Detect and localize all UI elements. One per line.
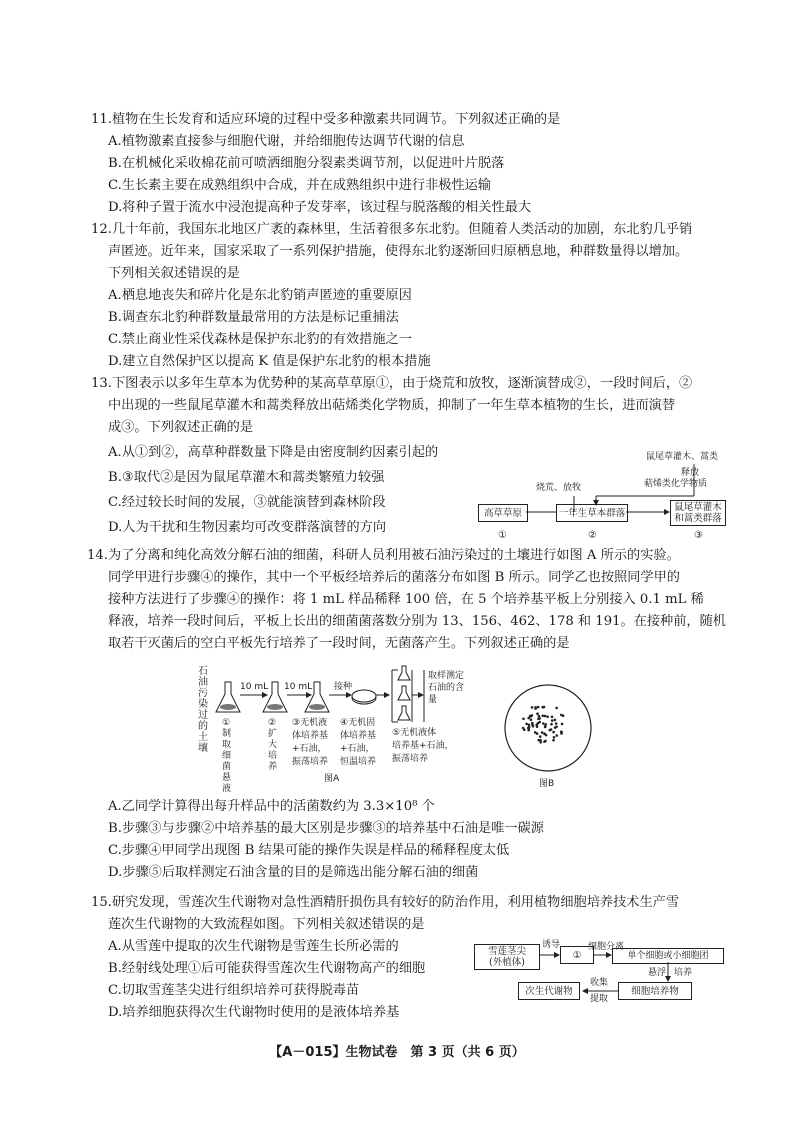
question-14-options [91,796,731,884]
q13-option-d[interactable]: D.人为干扰和生物因素均可改变群落演替的方向 [108,520,387,535]
q12-option-c[interactable]: C.禁止商业性采伐森林是保护东北豹的有效措施之一 [108,332,412,347]
colony-dot [528,724,531,727]
q15-option-a[interactable]: A.从雪莲中提取的次生代谢物是雪莲生长所必需的 [108,939,399,954]
q13-box-shrub-line1: 鼠尾草灌木 [674,502,722,513]
colony-dot [537,722,540,725]
q14-step3-line4: 振荡培养 [292,757,329,767]
q15-option-b[interactable]: B.经射线处理①后可能获得雪莲次生代谢物高产的细胞 [108,961,426,976]
colony-dot [552,731,555,734]
q13-top-label: 鼠尾草灌木、蒿类 [646,452,719,462]
colony-dot [542,722,545,725]
colony-dot [555,707,558,710]
q14-option-c[interactable]: C.步骤④甲同学出现图 B 结果可能的操作失误是样品的稀释程度太低 [108,843,510,858]
colony-dot [537,706,540,709]
q13-option-b[interactable]: B.③取代②是因为鼠尾草灌木和蒿类繁殖力较强 [108,470,385,485]
colony-dot [536,712,539,715]
q13-stem-line1: 13.下图表示以多年生草本为优势种的某高草草原①，由于烧荒和放牧，逐渐演替成②，一段时间后，② [91,376,693,391]
colony-dot [522,727,525,730]
q12-stem-line1: 12.几十年前，我国东北地区广袤的森林里，生活着很多东北豹。但随着人类活动的加剧，东北豹几乎销 [91,222,693,237]
q14-figure-b-plate [503,683,593,775]
q14-step5-line3: 振荡培养 [392,754,429,764]
q13-diagram-lines [476,452,726,544]
colony-dot [544,740,547,743]
q15-option-d[interactable]: D.培养细胞获得次生代谢物时使用的是液体培养基 [108,1005,400,1020]
q12-option-d[interactable]: D.建立自然保护区以提高 K 值是保护东北豹的根本措施 [108,354,431,369]
colony-dot [541,715,544,718]
q13-release-label: 释放 [681,468,700,478]
colony-dot [545,723,548,726]
q14-stem-line4: 释液，培养一段时间后，平板上长出的细菌菌落数分别为 13、156、462、178 和 191。在接种前，随机 [108,614,726,629]
q15-collect-label: 收集 [590,978,609,988]
q13-option-a[interactable]: A.从①到②，高草种群数量下降是由密度制约因素引起的 [108,445,439,460]
q14-ml-label-2: 10 mL [284,682,313,692]
q14-measure-label: 取样测定石油的含量 [428,671,465,705]
q15-option-c[interactable]: C.切取雪莲茎尖进行组织培养可获得脱毒苗 [108,983,360,998]
q14-stem-line1: 14.为了分离和纯化高效分解石油的细菌，科研人员利用被石油污染过的土壤进行如图 A 所示的实验。 [87,548,680,563]
q15-induce-label: 诱导 [542,940,561,950]
colony-dot [525,723,528,726]
q14-step1-label: ①制取细菌悬液 [222,718,232,794]
q15-box-callus: ① [560,946,594,964]
q13-chem-label: 萜烯类化学物质 [644,479,708,489]
q13-box-annual: 一年生草本群落 [556,504,628,522]
page-footer: 【A－015】生物试卷 第 3 页（共 6 页） [269,1045,525,1060]
colony-dot [541,731,544,734]
colony-dot [534,706,537,709]
q14-figure-a [196,662,476,794]
colony-dot [554,726,557,729]
q14-step5-line2: 培养基+石油， [392,741,454,751]
q11-option-b[interactable]: B.在机械化采收棉花前可喷洒细胞分裂素类调节剂，以促进叶片脱落 [108,156,505,171]
q14-stem-line5: 取若干灭菌后的空白平板先行培养了一段时间，无菌落产生。下列叙述正确的是 [108,636,570,651]
colony-dot [560,714,563,717]
colony-dot [560,732,563,735]
colony-dot [551,716,554,719]
colony-dot [544,715,547,718]
q14-step2-label: ②扩大培养 [268,718,278,772]
colony-dot [554,719,557,722]
colony-dot [541,706,544,709]
colony-dot [546,715,549,718]
q14-figure-b [503,683,593,793]
q14-option-a[interactable]: A.乙同学计算得出每升样品中的活菌数约为 3.3×10⁸ 个 [108,799,435,814]
q14-stem-line3: 接种方法进行了步骤④的操作：将 1 mL 样品稀释 100 倍，在 5 个培养基平板上分别接入 0.1 mL 稀 [108,592,704,607]
question-12 [91,219,731,373]
question-14 [87,545,731,655]
q11-option-c[interactable]: C.生长素主要在成熟组织中合成，并在成熟组织中进行非极性运输 [108,178,492,193]
q14-step3-line2: 体培养基 [292,731,329,741]
q14-step4-line1: ④无机固 [340,718,376,728]
q11-option-a[interactable]: A.植物激素直接参与细胞代谢，并给细胞传达调节代谢的信息 [108,134,465,149]
q13-stem-line2: 中出现的一些鼠尾草灌木和蒿类释放出萜烯类化学物质，抑制了一年生草本植物的生长，进而演替 [108,398,676,413]
colony-dot [551,719,554,722]
colony-dot [536,732,539,735]
q13-option-c[interactable]: C.经过较长时间的发展，③就能演替到森林阶段 [108,495,386,510]
q13-box-shrub [670,500,726,526]
colony-dot [531,724,534,727]
colony-dot [552,739,555,742]
q13-cause-label: 烧荒、放牧 [536,483,582,493]
q14-option-d[interactable]: D.步骤⑤后取样测定石油含量的目的是筛选出能分解石油的细菌 [108,865,479,880]
q14-step5-line1: ⑤无机液体 [392,728,437,738]
q11-stem: 11.植物在生长发育和适应环境的过程中受多种激素共同调节。下列叙述正确的是 [91,112,561,127]
q14-step3-line3: +石油， [292,744,327,754]
q12-stem-line3: 下列相关叙述错误的是 [108,266,240,281]
colony-dot [531,706,534,709]
colony-dot [553,736,556,739]
colony-dot [543,732,546,735]
colony-dot [537,718,540,721]
q13-succession-diagram [476,452,726,544]
q14-inoculate-label: 接种 [334,682,353,692]
colony-dot [556,734,559,737]
colony-dot [539,735,542,738]
q13-box-tall-grass: 高草草原 [478,504,528,522]
q13-box-shrub-line2: 和蒿类群落 [674,513,722,524]
q15-stem-line1: 15.研究发现，雪莲次生代谢物对急性酒精肝损伤具有较好的防治作用，利用植物细胞培养技术生产雪 [91,895,680,910]
colony-dot [529,715,532,718]
q14-ml-label-1: 10 mL [240,682,269,692]
q15-suspend-label: 悬浮 [648,968,667,978]
q15-box-single-cells: 单个细胞或小细胞团 [612,948,724,964]
q13-num-3: ③ [694,530,703,541]
colony-dot [561,723,564,726]
q15-flow-diagram [472,940,728,1020]
colony-dot [530,718,533,721]
colony-dot [550,723,553,726]
q12-stem-line2: 声匿迹。近年来，国家采取了一系列保护措施，使得东北豹逐渐回归原栖息地，种群数量得以增加。 [108,244,689,259]
q15-box-metabolite: 次生代谢物 [518,982,580,1000]
q15-box-explant-line1: 雪莲茎尖 [487,946,526,957]
q14-step4-line3: +石油， [340,744,375,754]
q14-stem-line2: 同学甲进行步骤④的操作，其中一个平板经培养后的菌落分布如图 B 所示。同学乙也按照同学甲的 [108,570,680,585]
colony-dot [539,741,542,744]
colony-dot [538,715,541,718]
q14-step4-line2: 体培养基 [340,731,377,741]
q15-box-explant [474,944,540,970]
colony-dot [549,729,552,732]
q15-box-explant-line2: (外植体) [489,957,525,968]
question-11 [91,109,731,219]
q12-option-a[interactable]: A.栖息地丧失和碎片化是东北豹销声匿迹的重要原因 [108,288,412,303]
q13-num-2: ② [588,530,597,541]
colony-dot [522,718,525,721]
q14-step3-line1: ③无机液 [292,718,328,728]
q13-num-1: ① [498,530,507,541]
colony-dot [555,722,558,725]
q15-extract-label: 提取 [590,994,609,1004]
q13-stem-line3: 成③。下列叙述正确的是 [108,420,254,435]
q14-step4-line4: 恒温培养 [340,757,377,767]
q11-option-d[interactable]: D.将种子置于流水中浸泡提高种子发芽率，该过程与脱落酸的相关性最大 [108,200,532,215]
q14-soil-label: 石油污染过的土壤 [198,666,208,754]
q15-split-label: 细胞分离 [588,942,625,952]
q15-culture-label: 培养 [674,968,693,978]
q14-option-b[interactable]: B.步骤③与步骤②中培养基的最大区别是步骤③的培养基中石油是唯一碳源 [108,821,544,836]
q14-figure-a-caption: 图A [324,774,340,784]
q12-option-b[interactable]: B.调查东北豹种群数量最常用的方法是标记重捕法 [108,310,399,325]
colony-dot [536,725,539,728]
q15-box-culture: 细胞培养物 [618,982,692,1000]
q14-figure-b-caption: 图B [539,779,555,789]
q15-stem-line2: 莲次生代谢物的大致流程如图。下列相关叙述错误的是 [108,917,425,932]
